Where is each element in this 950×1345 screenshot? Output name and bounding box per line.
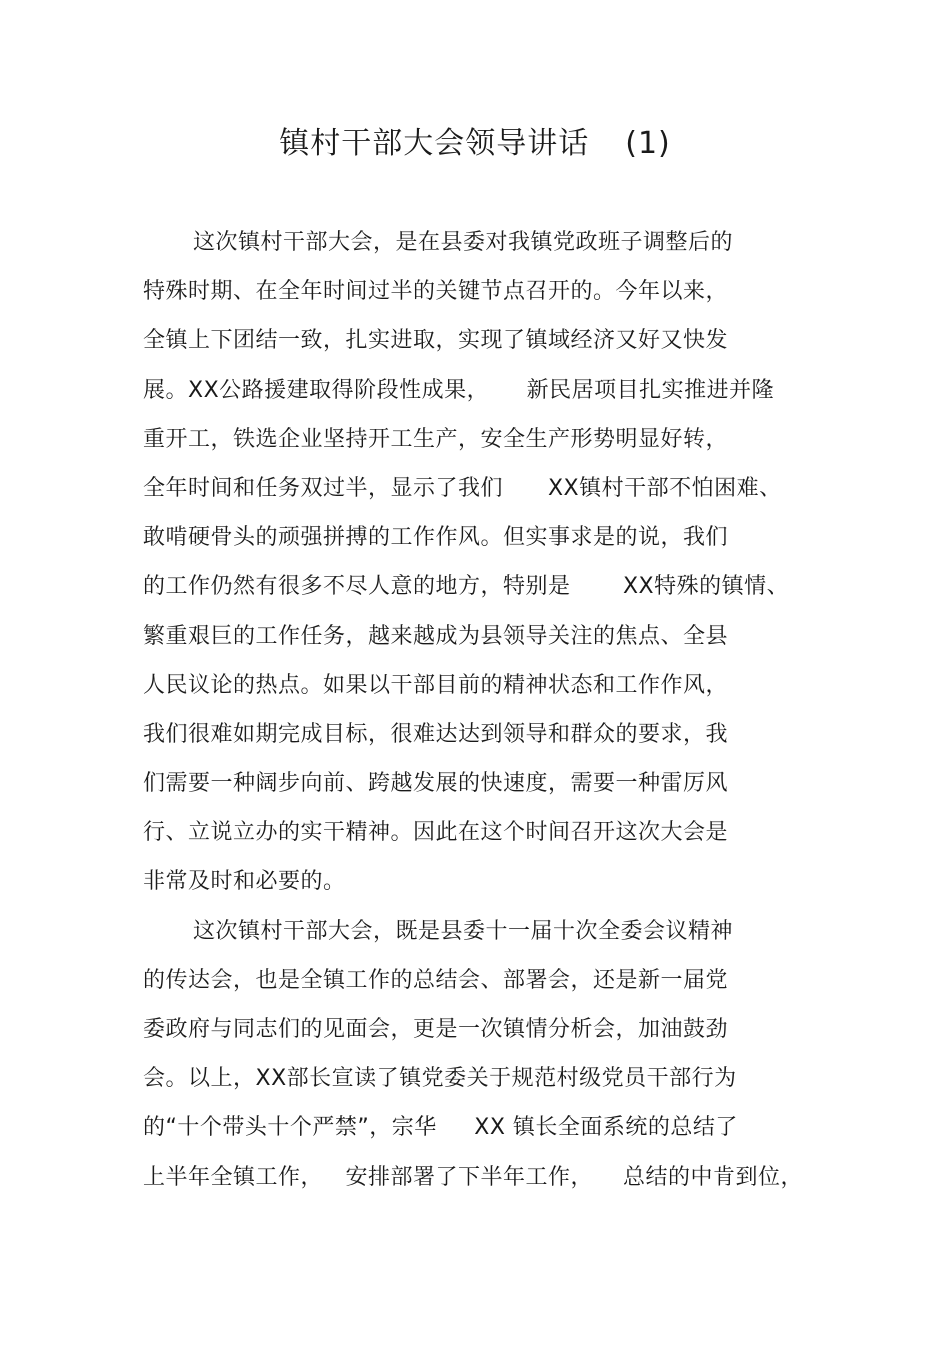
paragraph-line: 会。以上，XX部长宣读了镇党委关于规范村级党员干部行为 xyxy=(143,1066,737,1092)
paragraph-line: 全镇上下团结一致，扎实进取，实现了镇域经济又好又快发 xyxy=(143,328,729,354)
paragraph-line: 的“十个带头十个严禁”，宗华 XX 镇长全面系统的总结了 xyxy=(143,1115,738,1141)
title-number: (1) xyxy=(625,126,671,161)
paragraph-line: 委政府与同志们的见面会，更是一次镇情分析会，加油鼓劲 xyxy=(143,1017,729,1042)
paragraph-line: 行、立说立办的实干精神。因此在这个时间召开这次大会是 xyxy=(143,820,729,846)
title-text: 镇村干部大会领导讲话 xyxy=(279,126,590,161)
paragraph-line: 特殊时期、在全年时间过半的关键节点召开的。今年以来， xyxy=(143,279,729,305)
paragraph-line: 展。XX公路援建取得阶段性成果， 新民居项目扎实推进并隆 xyxy=(143,377,775,403)
paragraph-line: 全年时间和任务双过半，显示了我们 XX镇村干部不怕困难、 xyxy=(143,475,782,501)
document-body xyxy=(143,218,823,1202)
paragraph-line: 上半年全镇工作， 安排部署了下半年工作， 总结的中肯到位， xyxy=(143,1164,803,1190)
paragraph-line: 的工作仍然有很多不尽人意的地方，特别是 XX特殊的镇情、 xyxy=(143,574,790,600)
paragraph-line: 的传达会，也是全镇工作的总结会、部署会，还是新一届党 xyxy=(143,967,729,993)
paragraph-line: 我们很难如期完成目标，很难达达到领导和群众的要求，我 xyxy=(143,721,729,747)
paragraph-line: 敢啃硬骨头的顽强拼搏的工作作风。但实事求是的说，我们 xyxy=(143,525,729,551)
paragraph-line: 重开工，铁选企业坚持开工生产，安全生产形势明显好转， xyxy=(143,426,729,452)
paragraph-line: 这次镇村干部大会，是在县委对我镇党政班子调整后的 xyxy=(193,230,734,255)
paragraph-line: 这次镇村干部大会，既是县委十一届十次全委会议精神 xyxy=(193,918,734,944)
document-title xyxy=(0,118,950,170)
paragraph-line: 们需要一种阔步向前、跨越发展的快速度，需要一种雷厉风 xyxy=(143,771,729,797)
paragraph-line: 人民议论的热点。如果以干部目前的精神状态和工作作风， xyxy=(143,672,729,698)
paragraph-line: 繁重艰巨的工作任务，越来越成为县领导关注的焦点、全县 xyxy=(143,623,729,649)
paragraph-line: 非常及时和必要的。 xyxy=(143,869,346,895)
